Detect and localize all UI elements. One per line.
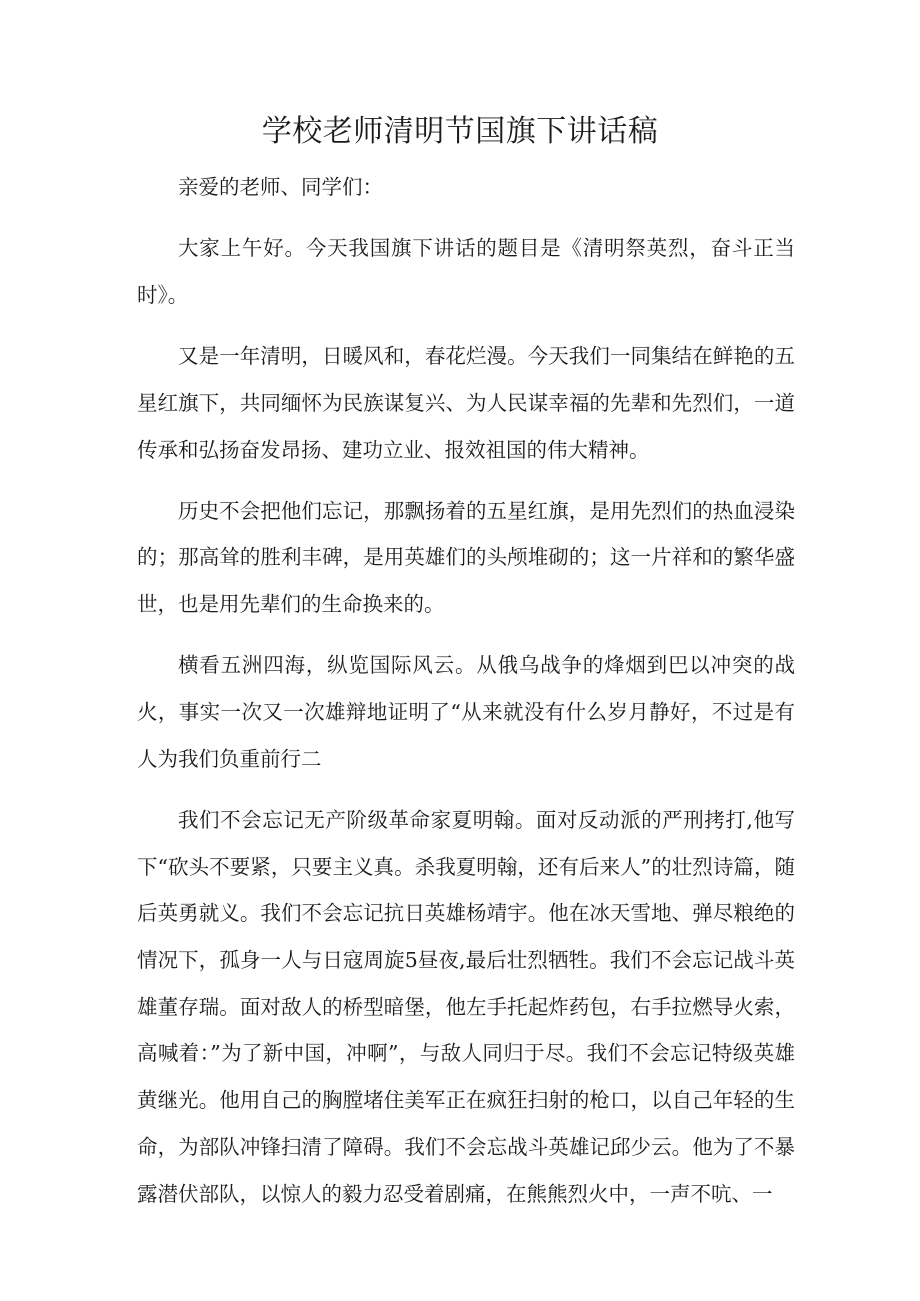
paragraph-history: 历史不会把他们忘记，那飘扬着的五星红旗，是用先烈们的热血浸染的；那高耸的胜利丰碑，是用英雄们的头颅堆砌的；这一片祥和的繁华盛世，也是用先辈们的生命换来的。 [137, 498, 795, 617]
paragraph-heroes: 我们不会忘记无产阶级革命家夏明翰。面对反动派的严刑拷打,他写下“砍头不要紧，只要主义真。杀我夏明翰，还有后来人”的壮烈诗篇，随后英勇就义。我们不会忘记抗日英雄杨靖宇。他在冰天雪地、弹尽粮绝的情况下，孤身一人与日寇周旋5昼夜,最后壮烈牺牲。我们不会忘记战斗英雄董存瑞。面对敌人的桥型暗堡，他左手托起炸药包，右手拉燃导火索，高喊着：”为了新中国，冲啊”，与敌人同归于尽。我们不会忘记特级英雄黄继光。他用自己的胸膛堵住美军正在疯狂扫射的枪口，以自己年轻的生命，为部队冲锋扫清了障碍。我们不会忘战斗英雄记邱少云。他为了不暴露潜伏部队，以惊人的毅力忍受着剧痛，在熊熊烈火中，一声不吭、一 [137, 807, 795, 1206]
paragraph-qingming: 又是一年清明，日暖风和，春花烂漫。今天我们一同集结在鲜艳的五星红旗下，共同缅怀为民族谋复兴、为人民谋幸福的先辈和先烈们，一道传承和弘扬奋发昂扬、建功立业、报效祖国的伟大精神。 [137, 344, 795, 462]
paragraph-salutation: 亲爱的老师、同学们： [178, 175, 383, 199]
paragraph-world: 横看五洲四海，纵览国际风云。从俄乌战争的烽烟到巴以冲突的战火，事实一次又一次雄辩地证明了“从来就没有什么岁月静好，不过是有人为我们负重前行二 [137, 653, 795, 771]
document-title: 学校老师清明节国旗下讲话稿 [261, 114, 659, 149]
paragraph-greeting: 大家上午好。今天我国旗下讲话的题目是《清明祭英烈，奋斗正当时》。 [137, 236, 795, 307]
document-body [137, 164, 795, 1232]
